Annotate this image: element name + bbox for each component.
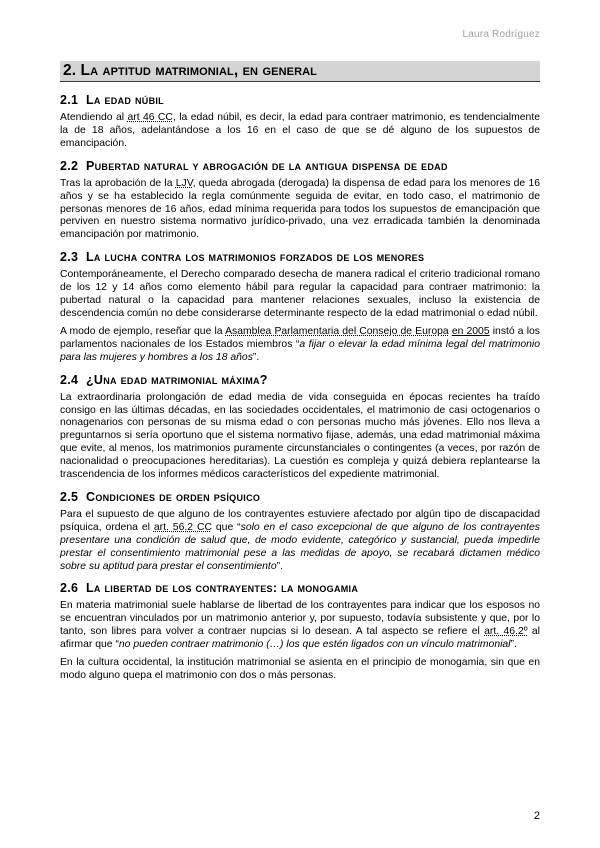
text-run: Para el supuesto de que alguno de los contrayentes estuviere afectado por algún tipo de discapacidad psíquica, ordena el — [60, 508, 540, 533]
section-2-4 — [60, 372, 540, 482]
legal-reference-link[interactable]: art. 56.2 CC — [153, 521, 212, 533]
text-run: ”. — [252, 351, 260, 363]
legal-reference-link[interactable]: LJV — [175, 177, 193, 189]
section-number: 2.3 — [60, 250, 79, 265]
legal-reference-link[interactable]: en 2005 — [451, 325, 490, 337]
section-2-3 — [60, 249, 540, 364]
section-heading — [60, 158, 540, 175]
text-run: Atendiendo al — [60, 112, 128, 123]
paragraph: La extraordinaria prolongación de edad media de vida conseguida en épocas recientes ha traído consigo en las últimas décadas, en las sociedades occidentales, el matrimonio de casi octogenarios o nonagenarios con personas de su misma edad o con personas mucho más jóvenes. Ello nos lleva a preguntarnos si sería oportuno que el sistema normativo fijase, además, una edad matrimonial máxima que evite, al menos, los matrimonios puramente circunstanciales o contingentes (a veces, por razón de nacionalidad o preocupaciones hereditarias). La cuestión es compleja y quizá debiera replantearse la trascendencia de los informes médicos característicos del expediente matrimonial. — [60, 391, 540, 481]
paragraph — [60, 112, 540, 151]
section-heading — [60, 249, 540, 266]
page-content — [60, 92, 540, 690]
section-number: 2.2 — [60, 158, 79, 173]
paragraph: Contemporáneamente, el Derecho comparado desecha de manera radical el criterio tradicional romano de los 12 y 14 años como elemento hábil para regular la capacidad para contraer matrimonio: la pubertad natural o la capacidad para mantener relaciones sexuales, incluso la existencia de descendencia común no debe considerarse determinante respecto de la edad matrimonial o edad núbil. — [60, 269, 540, 319]
section-2-6 — [60, 580, 540, 682]
text-run: que “ — [211, 521, 241, 533]
quotation: a fijar o elevar la edad mínima legal del matrimonio para las mujeres y hombres a los 18 años — [60, 338, 540, 363]
section-number: 2.6 — [60, 581, 79, 596]
quotation: no pueden contraer matrimonio (…) los que estén ligados con un vínculo matrimonial — [118, 639, 511, 651]
text-run: En materia matrimonial suele hablarse de libertad de los contrayentes para indicar que los esposos no se encuentran vinculados por un matrimonio anterior y, por supuesto, todavía subsistente y que, por lo tanto, son libres para volver a contraer nupcias si lo desean. A tal aspecto se refiere el — [60, 600, 540, 638]
legal-reference-link[interactable]: art 46 CC — [127, 112, 173, 123]
paragraph — [60, 178, 540, 243]
legal-reference-link[interactable]: Asamblea Parlamentaria del Consejo de Europa — [225, 325, 449, 337]
quotation: solo en el caso excepcional de que alguno de los contrayentes presentare una condición de salud que, de modo evidente, categórico y sustancial, pueda impedirle prestar el consentimiento matrimonial pese a las medidas de apoyo, se recabará dictamen médico sobre su aptitud para prestar el consentimiento — [60, 521, 540, 572]
legal-reference-link[interactable]: art. 46.2º — [484, 626, 528, 638]
paragraph: En la cultura occidental, la institución matrimonial se asienta en el principio de monogamia, sin que en modo alguno quepa el matrimonio con dos o más personas. — [60, 657, 540, 681]
text-run: A modo de ejemplo, reseñar que la — [60, 325, 226, 337]
section-2-5 — [60, 489, 540, 574]
text-run: , la edad núbil, es decir, la edad para contraer matrimonio, es tendencialmente la de 18 años, adelantándose a los 16 en el caso de que se dé alguno de los supuestos de emancipación. — [60, 112, 540, 149]
text-run: al afirmar que “ — [60, 626, 540, 651]
paragraph — [60, 326, 540, 365]
section-heading — [60, 580, 540, 597]
section-heading — [60, 92, 540, 109]
text-run: ”. — [276, 560, 283, 572]
section-title: ¿Una edad matrimonial máxima? — [86, 372, 268, 387]
section-heading — [60, 489, 540, 506]
section-heading — [60, 372, 540, 389]
chapter-heading-bar — [60, 61, 540, 82]
chapter-title: 2. La aptitud matrimonial, en general — [63, 62, 317, 79]
section-title: Condiciones de orden psíquico — [86, 489, 261, 504]
section-number: 2.5 — [60, 489, 79, 504]
page-number: 2 — [533, 810, 540, 822]
text-run: , queda abrogada (derogada) la dispensa de edad para los menores de 16 años y se ha establecido la regla comúnmente seguida de evitar, en todo caso, el matrimonio de personas menores de 16 años, edad mínima requerida para todos los supuestos de emancipación que perviven en nuestro sistema normativo jurídico-privado, una vez erradicada también la denominada emancipación por matrimonio. — [60, 177, 541, 241]
section-title: La libertad de los contrayentes: la monogamia — [86, 581, 359, 596]
section-title: La edad núbil — [86, 93, 164, 107]
section-title: La lucha contra los matrimonios forzados de los menores — [86, 250, 425, 265]
section-number: 2.1 — [60, 93, 79, 107]
section-2-2 — [60, 158, 540, 243]
section-number: 2.4 — [60, 372, 79, 387]
text-run: ”. — [510, 639, 517, 651]
section-title: Pubertad natural y abrogación de la antigua dispensa de edad — [86, 158, 448, 173]
paragraph — [60, 600, 540, 652]
text-run: Tras la aprobación de la — [60, 177, 176, 189]
section-2-1 — [60, 92, 540, 151]
running-header-author: Laura Rodríguez — [462, 29, 540, 40]
text-run: instó a los parlamentos nacionales de los Estados miembros “ — [60, 325, 540, 350]
paragraph — [60, 509, 540, 574]
